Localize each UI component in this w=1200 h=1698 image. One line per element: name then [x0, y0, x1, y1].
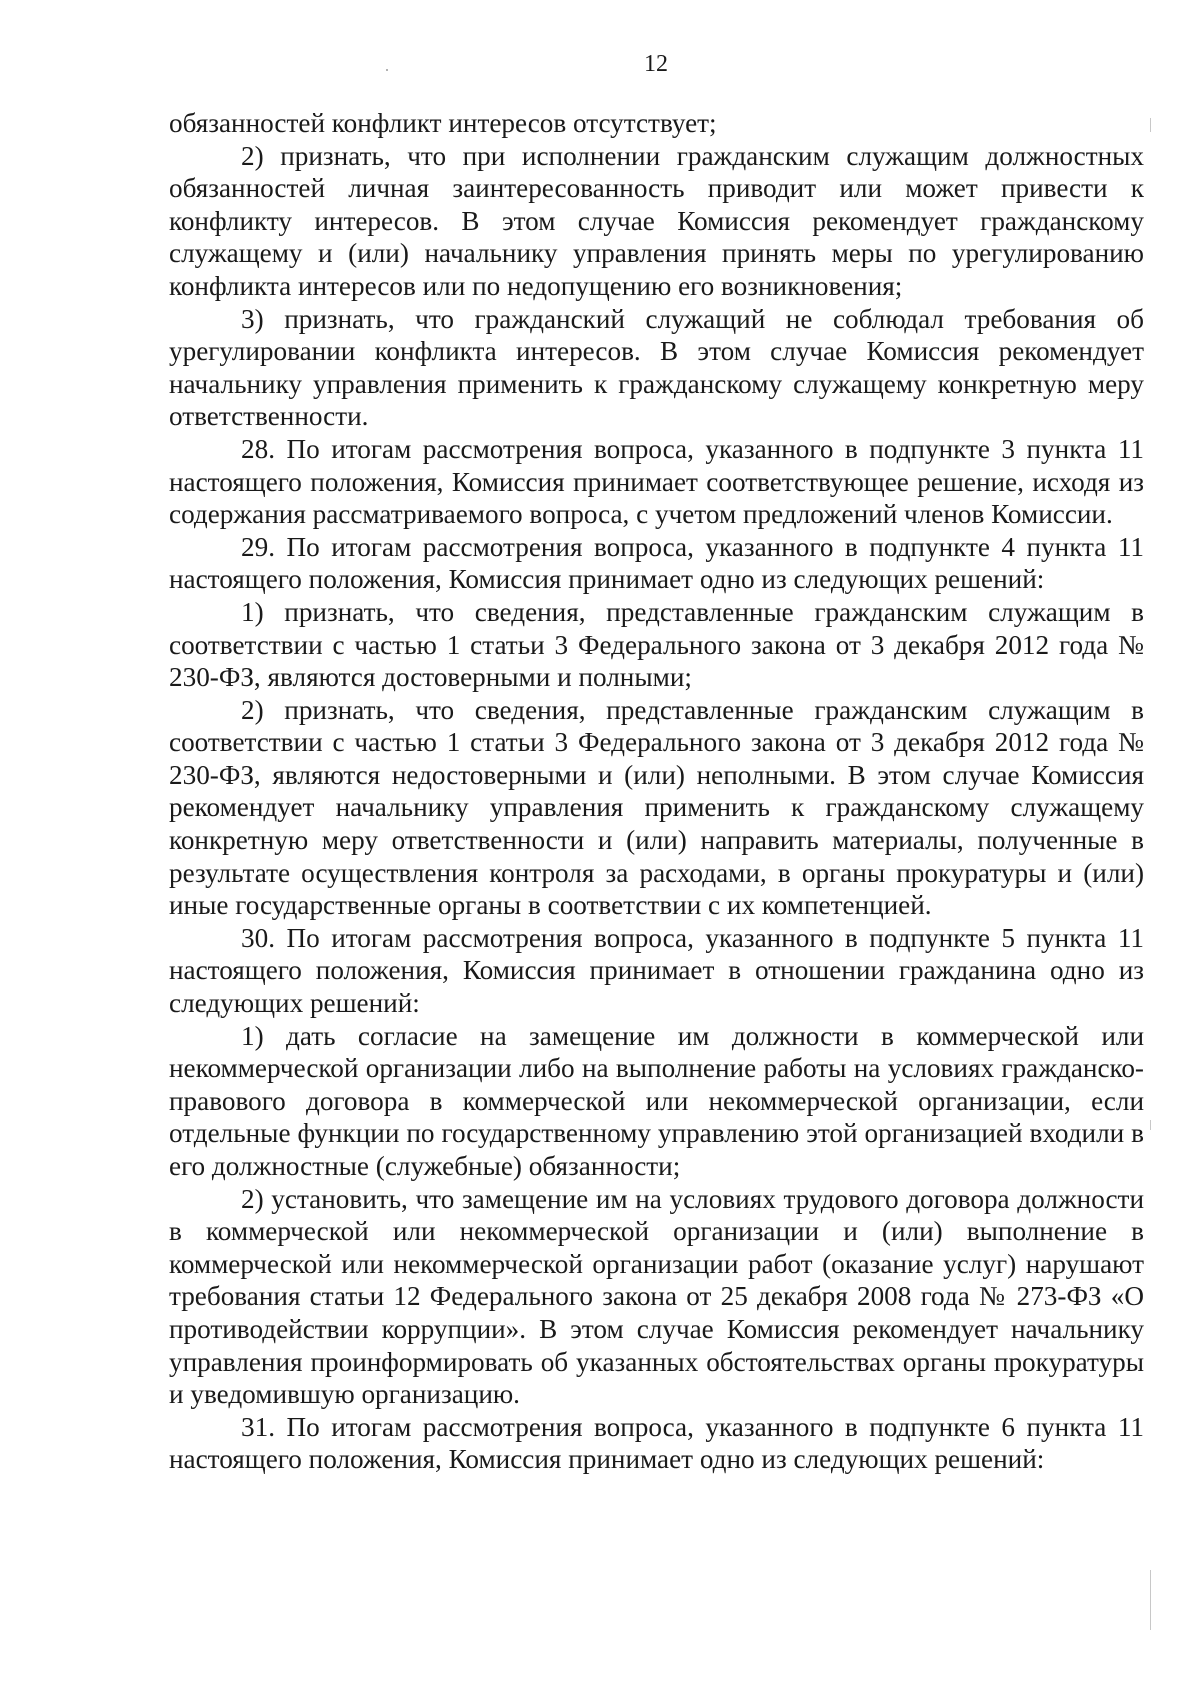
paragraph: 2) признать, что сведения, представленные гражданским служащим в соответствии с частью 1 статьи 3 Федерального закона от 3 декабря 2012 года № 230-ФЗ, являются недостоверными и (или) неполными. В этом случае Комиссия рекомендует начальнику управления применить к гражданскому служащему конкретную меру ответственности и (или) направить материалы, полученные в результате осуществления контроля за расходами, в органы прокуратуры и (или) иные государственные органы в соответствии с их компетенцией.	[169, 694, 1144, 921]
paragraph-clause-31: 31. По итогам рассмотрения вопроса, указанного в подпункте 6 пункта 11 настоящего положения, Комиссия принимает одно из следующих решений:	[169, 1411, 1144, 1475]
paragraph: 3) признать, что гражданский служащий не соблюдал требования об урегулировании конфликта интересов. В этом случае Комиссия рекомендует начальнику управления применить к гражданскому служащему конкретную меру ответственности.	[169, 303, 1144, 432]
paragraph-clause-29: 29. По итогам рассмотрения вопроса, указанного в подпункте 4 пункта 11 настоящего положения, Комиссия принимает одно из следующих решений:	[169, 531, 1144, 595]
paragraph: 2) установить, что замещение им на условиях трудового договора должности в коммерческой или некоммерческой организации и (или) выполнение в коммерческой или некоммерческой организации работ (оказание услуг) нарушают требования статьи 12 Федерального закона от 25 декабря 2008 года № 273-ФЗ «О противодействии коррупции». В этом случае Комиссия рекомендует начальнику управления проинформировать об указанных обстоятельствах органы прокуратуры и уведомившую организацию.	[169, 1183, 1144, 1410]
document-body	[169, 107, 1144, 1476]
paragraph-clause-30: 30. По итогам рассмотрения вопроса, указанного в подпункте 5 пункта 11 настоящего положения, Комиссия принимает в отношении гражданина одно из следующих решений:	[169, 922, 1144, 1019]
paragraph-clause-28: 28. По итогам рассмотрения вопроса, указанного в подпункте 3 пункта 11 настоящего положения, Комиссия принимает соответствующее решение, исходя из содержания рассматриваемого вопроса, с учетом предложений членов Комиссии.	[169, 433, 1144, 530]
scan-edge-mark	[1150, 1120, 1151, 1130]
scan-speck	[386, 69, 388, 71]
paragraph-continuation: обязанностей конфликт интересов отсутствует;	[169, 108, 717, 138]
paragraph: 1) дать согласие на замещение им должности в коммерческой или некоммерческой организации либо на выполнение работы на условиях гражданско-правового договора в коммерческой или некоммерческой организации, если отдельные функции по государственному управлению этой организацией входили в его должностные (служебные) обязанности;	[169, 1020, 1144, 1181]
paragraph: 2) признать, что при исполнении гражданским служащим должностных обязанностей личная заинтересованность приводит или может привести к конфликту интересов. В этом случае Комиссия рекомендует гражданскому служащему и (или) начальнику управления принять меры по урегулированию конфликта интересов или по недопущению его возникновения;	[169, 140, 1144, 301]
page-number: 12	[644, 51, 668, 77]
scan-edge-mark	[1150, 1570, 1151, 1630]
paragraph: 1) признать, что сведения, представленные гражданским служащим в соответствии с частью 1 статьи 3 Федерального закона от 3 декабря 2012 года № 230-ФЗ, являются достоверными и полными;	[169, 596, 1144, 693]
scan-edge-mark	[1150, 118, 1151, 132]
